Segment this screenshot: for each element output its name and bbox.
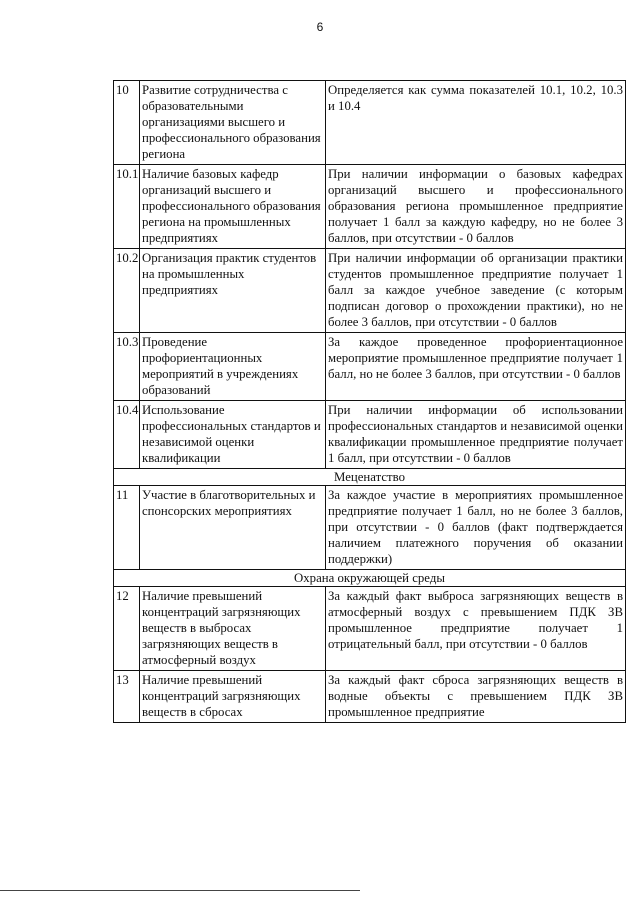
indicator-name: Использование профессиональных стандартов и независимой оценки квалификации [140,401,326,469]
page-number: 6 [316,20,324,34]
row-number: 12 [114,587,140,671]
row-number: 10.4 [114,401,140,469]
table-row [114,486,626,570]
indicator-description: За каждое проведенное профориентационное мероприятие промышленное предприятие получает 1 балл, но не более 3 баллов, при отсутствии - 0 баллов [326,333,626,401]
table-row [114,587,626,671]
indicator-name: Участие в благотворительных и спонсорских мероприятиях [140,486,326,570]
table-row [114,249,626,333]
indicator-name: Организация практик студентов на промышленных предприятиях [140,249,326,333]
indicator-name: Проведение профориентационных мероприятий в учреждениях образований [140,333,326,401]
indicator-description: За каждое участие в мероприятиях промышленное предприятие получает 1 балл, но не более 3 баллов, при отсутствии - 0 баллов (факт подтверждается наличием платежного поручения об оказании поддержки) [326,486,626,570]
indicator-name: Наличие базовых кафедр организаций высшего и профессионального образования региона на промышленных предприятиях [140,165,326,249]
row-number: 10.2 [114,249,140,333]
section-title: Охрана окружающей среды [114,570,626,587]
table-row [114,401,626,469]
row-number: 10 [114,81,140,165]
indicator-description: При наличии информации об организации практики студентов промышленное предприятие получает 1 балл за каждое учебное заведение (с которым подписан договор о прохождении практики), но не более 3 баллов, при отсутствии - 0 баллов [326,249,626,333]
indicator-description: При наличии информации о базовых кафедрах организаций высшего и профессионального образования региона промышленное предприятие получает 1 балл за каждую кафедру, но не более 3 баллов, при отсутствии - 0 баллов [326,165,626,249]
indicator-description: За каждый факт сброса загрязняющих веществ в водные объекты с превышением ПДК ЗВ промышленное предприятие [326,671,626,723]
section-row [114,570,626,587]
table-row [114,671,626,723]
row-number: 10.1 [114,165,140,249]
indicator-name: Наличие превышений концентраций загрязняющих веществ в сбросах [140,671,326,723]
section-title: Меценатство [114,469,626,486]
row-number: 11 [114,486,140,570]
footer-rule [0,890,360,891]
indicator-description: Определяется как сумма показателей 10.1, 10.2, 10.3 и 10.4 [326,81,626,165]
table-row [114,333,626,401]
criteria-table [113,80,626,723]
section-row [114,469,626,486]
indicator-name: Наличие превышений концентраций загрязняющих веществ в выбросах загрязняющих веществ в атмосферный воздух [140,587,326,671]
indicator-description: При наличии информации об использовании профессиональных стандартов и независимой оценки квалификации промышленное предприятие получает 1 балл, при отсутствии - 0 баллов [326,401,626,469]
table-row [114,81,626,165]
table-row [114,165,626,249]
row-number: 13 [114,671,140,723]
indicator-description: За каждый факт выброса загрязняющих веществ в атмосферный воздух с превышением ПДК ЗВ промышленное предприятие получает 1 отрицательный балл, при отсутствии - 0 баллов [326,587,626,671]
row-number: 10.3 [114,333,140,401]
indicator-name: Развитие сотрудничества с образовательными организациями высшего и профессионального образования региона [140,81,326,165]
